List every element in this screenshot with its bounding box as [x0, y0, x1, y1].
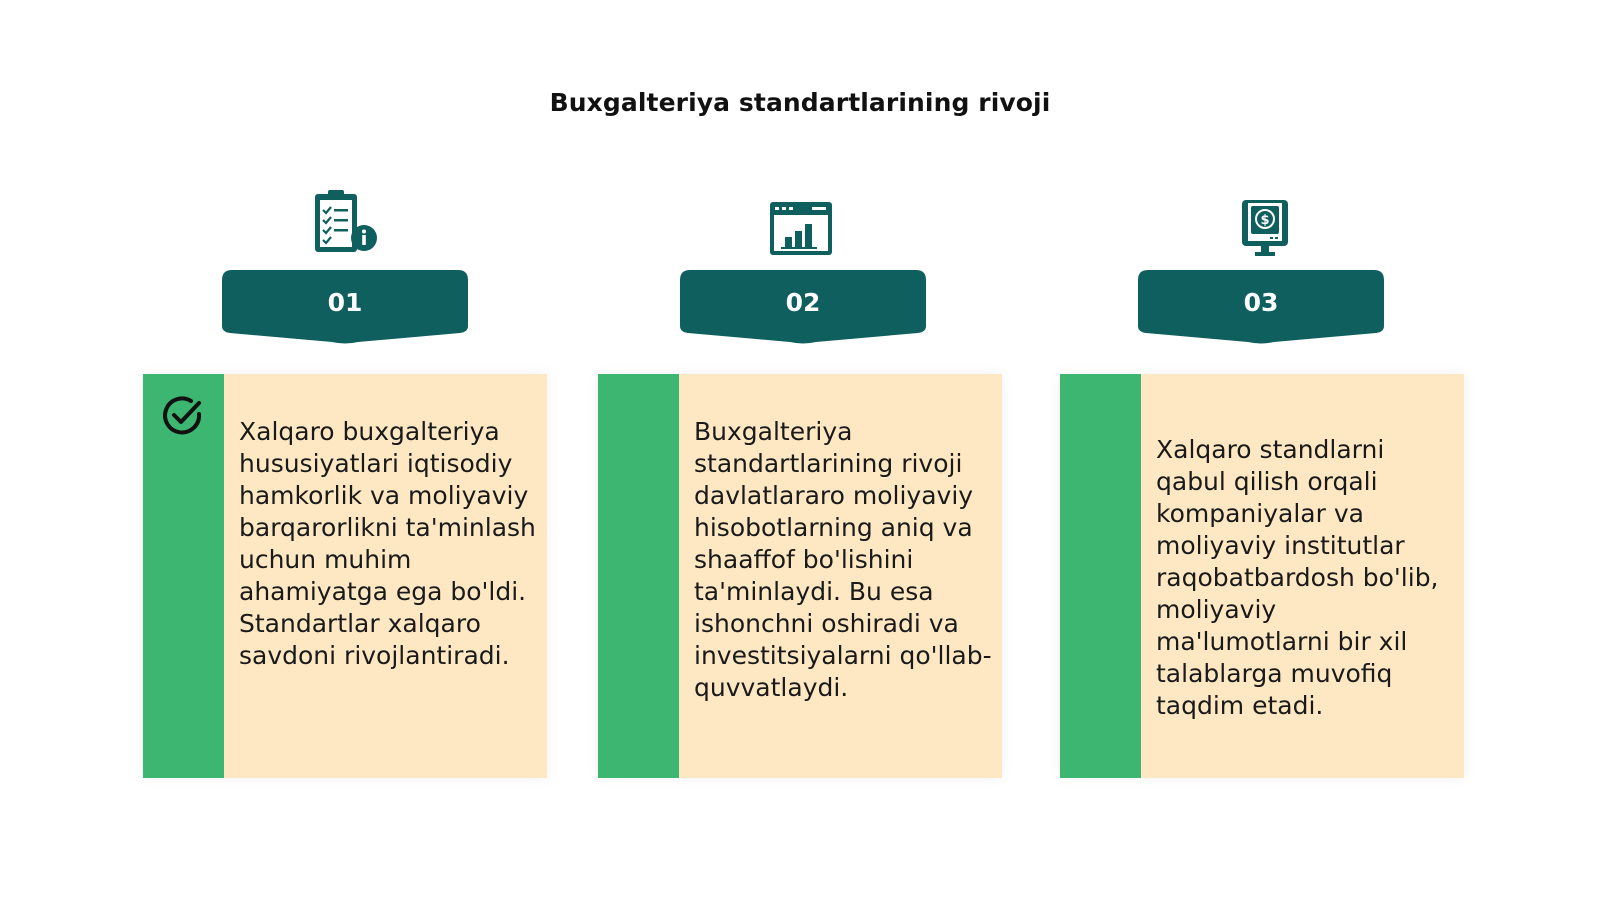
step-number-badge: [680, 270, 926, 350]
page-title: Buxgalteriya standartlarining rivoji: [549, 88, 1051, 117]
step-number: 02: [785, 288, 821, 317]
dollar-monitor-icon: [1240, 198, 1290, 258]
clipboard-checklist-info-icon: [312, 188, 380, 256]
card-accent-bar: [143, 374, 224, 778]
svg-text:$: $: [1260, 213, 1270, 228]
step-card: [143, 374, 547, 778]
step-description: Xalqaro standlarni qabul qilish orqali kompaniyalar va moliyaviy institutlar raqobatbardosh bo'lib, moliyaviy ma'lumotlarni bir xil talablarga muvofiq taqdim etadi.: [1156, 435, 1439, 720]
step-card: [1060, 374, 1464, 778]
step-description: Buxgalteriya standartlarining rivoji davlatlararo moliyaviy hisobotlarning aniq va shaaffof bo'lishini ta'minlaydi. Bu esa ishonchni oshiradi va investitsiyalarni qo'llab-quvvatlaydi.: [694, 417, 992, 702]
step-number-badge: [222, 270, 468, 350]
browser-bar-chart-icon: [768, 200, 834, 258]
step-number: 03: [1243, 288, 1279, 317]
step-number-badge: [1138, 270, 1384, 350]
check-circle-icon: [161, 394, 205, 438]
card-accent-bar: [598, 374, 679, 778]
card-accent-bar: [1060, 374, 1141, 778]
step-number: 01: [327, 288, 363, 317]
step-description: Xalqaro buxgalteriya hususiyatlari iqtisodiy hamkorlik va moliyaviy barqarorlikni ta'minlash uchun muhim ahamiyatga ega bo'ldi. Standartlar xalqaro savdoni rivojlantiradi.: [239, 417, 536, 670]
step-card: [598, 374, 1002, 778]
